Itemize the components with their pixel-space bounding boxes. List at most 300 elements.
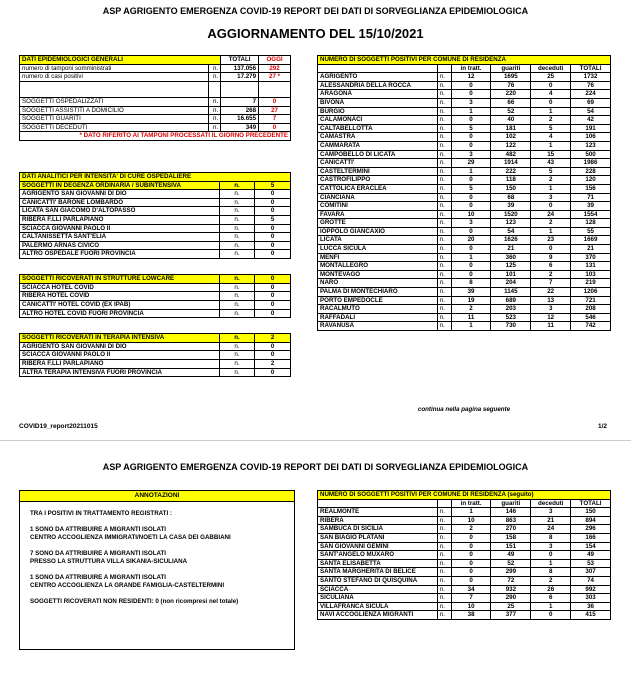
spacer bbox=[209, 81, 221, 89]
comune-value: 0 bbox=[451, 551, 491, 560]
n-label: n. bbox=[437, 576, 451, 585]
annotation-line: 1 SONO DA ATTRIBUIRE A MIGRANTI ISOLATI bbox=[30, 574, 167, 581]
n-label: n. bbox=[219, 309, 255, 318]
analytic-row bbox=[20, 241, 291, 250]
comuni2-cols-row bbox=[318, 499, 611, 508]
comune-value: 24 bbox=[531, 210, 571, 219]
comune-value: 1914 bbox=[491, 159, 531, 168]
comune-value: 270 bbox=[491, 525, 531, 534]
row-value: 0 bbox=[255, 309, 291, 318]
n-label: n. bbox=[437, 98, 451, 107]
comune-value: 150 bbox=[491, 184, 531, 193]
comuni2-title-row bbox=[318, 491, 611, 500]
comune-value: 2 bbox=[531, 576, 571, 585]
spacer bbox=[20, 318, 291, 326]
row-label: CANICATTI' BARONE LOMBARDO bbox=[20, 198, 220, 207]
today-value: 292 bbox=[259, 64, 291, 73]
comune-value: 1669 bbox=[571, 236, 611, 245]
comune-value: 0 bbox=[451, 176, 491, 185]
annotation-line bbox=[30, 518, 294, 526]
comune-value: 36 bbox=[571, 602, 611, 611]
comune-name: GROTTE bbox=[318, 219, 438, 228]
comuni-table-page2 bbox=[317, 490, 611, 620]
comune-name: BIVONA bbox=[318, 98, 438, 107]
comune-row bbox=[318, 585, 611, 594]
comune-row bbox=[318, 202, 611, 211]
row-label: PALERMO ARNAS CIVICO bbox=[20, 241, 220, 250]
comune-value: 52 bbox=[491, 559, 531, 568]
continua-note: continua nella pagina seguente bbox=[417, 406, 511, 413]
comune-value: 39 bbox=[491, 202, 531, 211]
comune-value: 360 bbox=[491, 253, 531, 262]
page-separator bbox=[0, 440, 631, 441]
comune-value: 2 bbox=[531, 270, 571, 279]
n-label: n. bbox=[219, 300, 255, 309]
n-label: n. bbox=[219, 292, 255, 301]
n-label: n. bbox=[219, 275, 255, 284]
comune-value: 1520 bbox=[491, 210, 531, 219]
comune-value: 3 bbox=[531, 508, 571, 517]
comune-row bbox=[318, 116, 611, 125]
comune-name: CALTABELLOTTA bbox=[318, 124, 438, 133]
row-label: SCIACCA GIOVANNI PAOLO II bbox=[20, 351, 220, 360]
row-value: 5 bbox=[255, 215, 291, 224]
comune-value: 151 bbox=[491, 542, 531, 551]
comune-row bbox=[318, 533, 611, 542]
comune-value: 0 bbox=[531, 611, 571, 620]
comune-value: 76 bbox=[571, 81, 611, 90]
comune-row bbox=[318, 576, 611, 585]
comune-name: RAFFADALI bbox=[318, 313, 438, 322]
spacer bbox=[20, 81, 209, 89]
comune-value: 12 bbox=[531, 313, 571, 322]
ordinaria-head-value: 5 bbox=[255, 181, 291, 190]
analytic-row bbox=[20, 190, 291, 199]
comune-name: RAVANUSA bbox=[318, 322, 438, 331]
comune-value: 11 bbox=[451, 313, 491, 322]
comune-value: 3 bbox=[531, 193, 571, 202]
comune-value: 20 bbox=[451, 236, 491, 245]
lowcare-head-value: 0 bbox=[255, 275, 291, 284]
spacer bbox=[259, 81, 291, 89]
row-label: numero di casi positivi bbox=[20, 73, 209, 82]
comune-name: SANTA ELISABETTA bbox=[318, 559, 438, 568]
analytic-row bbox=[20, 250, 291, 259]
comune-value: 730 bbox=[491, 322, 531, 331]
general-row bbox=[20, 73, 291, 82]
comune-value: 25 bbox=[531, 73, 571, 82]
comune-value: 25 bbox=[491, 602, 531, 611]
annotation-line bbox=[30, 542, 294, 550]
comune-value: 1206 bbox=[571, 288, 611, 297]
spacer-row bbox=[20, 89, 291, 97]
comune-row bbox=[318, 270, 611, 279]
comune-value: 992 bbox=[571, 585, 611, 594]
comune-value: 102 bbox=[491, 133, 531, 142]
comune-name: SAMBUCA DI SICILIA bbox=[318, 525, 438, 534]
analytic-row bbox=[20, 300, 291, 309]
column-header: guariti bbox=[491, 64, 531, 73]
n-label: n. bbox=[437, 245, 451, 254]
row-value: 0 bbox=[255, 190, 291, 199]
comune-row bbox=[318, 176, 611, 185]
n-label: n. bbox=[437, 236, 451, 245]
comune-value: 191 bbox=[571, 124, 611, 133]
comune-name: IOPPOLO GIANCAXIO bbox=[318, 227, 438, 236]
comune-name: NARO bbox=[318, 279, 438, 288]
n-label: n. bbox=[209, 106, 221, 115]
row-label: ALTRO OSPEDALE FUORI PROVINCIA bbox=[20, 250, 220, 259]
comune-row bbox=[318, 210, 611, 219]
comune-value: 5 bbox=[451, 184, 491, 193]
annotation-line: PRESSO LA STRUTTURA VILLA SIKANIA-SICULIANA bbox=[30, 558, 188, 565]
n-label: n. bbox=[219, 360, 255, 369]
comune-value: 34 bbox=[451, 585, 491, 594]
spacer bbox=[20, 267, 291, 275]
comune-value: 42 bbox=[571, 116, 611, 125]
comune-value: 122 bbox=[491, 141, 531, 150]
analytic-row bbox=[20, 224, 291, 233]
comune-value: 181 bbox=[491, 124, 531, 133]
comuni2-title: NUMERO DI SOGGETTI POSITIVI PER COMUNE DI RESIDENZA (seguito) bbox=[318, 491, 611, 500]
comune-value: 0 bbox=[451, 141, 491, 150]
comune-row bbox=[318, 159, 611, 168]
comune-value: 1145 bbox=[491, 288, 531, 297]
annotation-line: CENTRO ACCOGLIENZA IMMIGRATI/NOETI LA CASA DEI GABBIANI bbox=[30, 534, 231, 541]
n-label: n. bbox=[437, 262, 451, 271]
comune-value: 0 bbox=[451, 542, 491, 551]
row-label: SOGGETTI DECEDUTI bbox=[20, 123, 209, 132]
comune-value: 39 bbox=[571, 202, 611, 211]
comune-value: 39 bbox=[451, 288, 491, 297]
comune-name: CAMPOBELLO DI LICATA bbox=[318, 150, 438, 159]
comune-value: 894 bbox=[571, 516, 611, 525]
n-label: n. bbox=[437, 288, 451, 297]
n-label: n. bbox=[219, 233, 255, 242]
comune-value: 1 bbox=[531, 184, 571, 193]
comune-row bbox=[318, 81, 611, 90]
n-label: n. bbox=[437, 568, 451, 577]
n-label: n. bbox=[437, 167, 451, 176]
n-label: n. bbox=[437, 594, 451, 603]
comune-row bbox=[318, 322, 611, 331]
comune-row bbox=[318, 559, 611, 568]
comune-name: CASTROFILIPPO bbox=[318, 176, 438, 185]
row-label: SOGGETTI ASSISTITI A DOMICILIO bbox=[20, 106, 209, 115]
comune-value: 53 bbox=[571, 559, 611, 568]
comune-value: 482 bbox=[491, 150, 531, 159]
comune-value: 43 bbox=[531, 159, 571, 168]
n-label: n. bbox=[437, 516, 451, 525]
comune-row bbox=[318, 516, 611, 525]
comune-value: 721 bbox=[571, 296, 611, 305]
annotations-title: ANNOTAZIONI bbox=[20, 491, 294, 502]
total-value: 7 bbox=[221, 97, 259, 106]
n-label: n. bbox=[219, 198, 255, 207]
comune-value: 49 bbox=[571, 551, 611, 560]
comune-value: 1 bbox=[451, 107, 491, 116]
spacer bbox=[221, 81, 259, 89]
row-value: 2 bbox=[255, 360, 291, 369]
row-value: 0 bbox=[255, 351, 291, 360]
comune-row bbox=[318, 245, 611, 254]
comuni1-title: NUMERO DI SOGGETTI POSITIVI PER COMUNE DI RESIDENZA bbox=[318, 56, 611, 65]
annotation-line bbox=[30, 590, 294, 598]
blank bbox=[437, 499, 451, 508]
comune-value: 38 bbox=[451, 611, 491, 620]
comune-row bbox=[318, 279, 611, 288]
comune-value: 228 bbox=[571, 167, 611, 176]
general-data-table bbox=[19, 55, 291, 141]
analytic-row bbox=[20, 198, 291, 207]
comune-row bbox=[318, 594, 611, 603]
row-label: RIBERA F.LLI PARLAPIANO bbox=[20, 360, 220, 369]
comune-row bbox=[318, 551, 611, 560]
comune-value: 1986 bbox=[571, 159, 611, 168]
n-label: n. bbox=[209, 123, 221, 132]
comune-value: 0 bbox=[531, 245, 571, 254]
general-row bbox=[20, 115, 291, 124]
comune-value: 0 bbox=[451, 133, 491, 142]
comune-value: 8 bbox=[531, 568, 571, 577]
comune-value: 106 bbox=[571, 133, 611, 142]
comune-value: 128 bbox=[571, 219, 611, 228]
comune-value: 26 bbox=[531, 585, 571, 594]
n-label: n. bbox=[209, 97, 221, 106]
comune-row bbox=[318, 313, 611, 322]
lowcare-head-row bbox=[20, 275, 291, 284]
comune-row bbox=[318, 611, 611, 620]
spacer-row bbox=[20, 326, 291, 334]
comune-name: PALMA DI MONTECHIARO bbox=[318, 288, 438, 297]
n-label: n. bbox=[437, 305, 451, 314]
comune-value: 0 bbox=[531, 202, 571, 211]
n-label: n. bbox=[437, 124, 451, 133]
general-row bbox=[20, 123, 291, 132]
comune-value: 1 bbox=[531, 559, 571, 568]
comune-value: 863 bbox=[491, 516, 531, 525]
comune-value: 208 bbox=[571, 305, 611, 314]
blank bbox=[437, 64, 451, 73]
comune-value: 10 bbox=[451, 210, 491, 219]
comune-value: 11 bbox=[531, 322, 571, 331]
today-value: 7 bbox=[259, 115, 291, 124]
annotation-line bbox=[30, 566, 294, 574]
comune-name: LICATA bbox=[318, 236, 438, 245]
comune-name: RACALMUTO bbox=[318, 305, 438, 314]
col-oggi: OGGI bbox=[259, 56, 291, 65]
spacer bbox=[20, 326, 291, 334]
spacer bbox=[259, 89, 291, 97]
comune-value: 0 bbox=[451, 568, 491, 577]
comune-row bbox=[318, 288, 611, 297]
general-note-row bbox=[20, 132, 291, 141]
comune-value: 203 bbox=[491, 305, 531, 314]
comune-name: COMITINI bbox=[318, 202, 438, 211]
comune-value: 10 bbox=[451, 602, 491, 611]
total-value: 349 bbox=[221, 123, 259, 132]
row-value: 0 bbox=[255, 292, 291, 301]
comune-name: CANICATTI' bbox=[318, 159, 438, 168]
row-label: numero di tamponi somministrati bbox=[20, 64, 209, 73]
comune-value: 2 bbox=[531, 219, 571, 228]
comune-row bbox=[318, 107, 611, 116]
comune-value: 7 bbox=[531, 279, 571, 288]
comune-value: 0 bbox=[451, 262, 491, 271]
ordinaria-head-row bbox=[20, 181, 291, 190]
column-header: deceduti bbox=[531, 64, 571, 73]
total-value: 268 bbox=[221, 106, 259, 115]
page1-header: ASP AGRIGENTO EMERGENZA COVID-19 REPORT DEI DATI DI SORVEGLIANZA EPIDEMIOLOGICA bbox=[102, 6, 529, 16]
analytic-row bbox=[20, 283, 291, 292]
comune-value: 120 bbox=[571, 176, 611, 185]
n-label: n. bbox=[437, 322, 451, 331]
comune-value: 123 bbox=[491, 219, 531, 228]
spacer-row bbox=[20, 267, 291, 275]
comune-value: 546 bbox=[571, 313, 611, 322]
comune-value: 103 bbox=[571, 270, 611, 279]
comune-value: 307 bbox=[571, 568, 611, 577]
comune-row bbox=[318, 253, 611, 262]
total-value: 16.655 bbox=[221, 115, 259, 124]
comune-value: 158 bbox=[491, 533, 531, 542]
comune-row bbox=[318, 184, 611, 193]
footer-filename: COVID19_report20211015 bbox=[19, 423, 98, 430]
comune-value: 3 bbox=[451, 150, 491, 159]
row-label: CANICATTI' HOTEL COVID (EX IPAB) bbox=[20, 300, 220, 309]
comune-value: 154 bbox=[571, 542, 611, 551]
n-label: n. bbox=[219, 334, 255, 343]
ordinaria-head-label: SOGGETTI IN DEGENZA ORDINARIA / SUBINTENSIVA bbox=[20, 181, 220, 190]
comune-value: 29 bbox=[451, 159, 491, 168]
comune-value: 0 bbox=[531, 81, 571, 90]
comune-value: 74 bbox=[571, 576, 611, 585]
comune-row bbox=[318, 508, 611, 517]
comune-name: ALESSANDRIA DELLA ROCCA bbox=[318, 81, 438, 90]
analytic-row bbox=[20, 215, 291, 224]
row-value: 0 bbox=[255, 224, 291, 233]
n-label: n. bbox=[437, 296, 451, 305]
comune-value: 299 bbox=[491, 568, 531, 577]
today-value: 27 bbox=[259, 106, 291, 115]
row-value: 0 bbox=[255, 207, 291, 216]
comune-value: 0 bbox=[531, 551, 571, 560]
comune-value: 0 bbox=[451, 533, 491, 542]
spacer bbox=[20, 258, 291, 266]
comune-value: 1 bbox=[451, 322, 491, 331]
n-label: n. bbox=[219, 250, 255, 259]
comune-value: 220 bbox=[491, 90, 531, 99]
comune-value: 377 bbox=[491, 611, 531, 620]
n-label: n. bbox=[437, 313, 451, 322]
annotation-line: 7 SONO DA ATTRIBUIRE A MIGRANTI ISOLATI bbox=[30, 550, 167, 557]
comune-value: 222 bbox=[491, 167, 531, 176]
today-value: 0 bbox=[259, 97, 291, 106]
comune-value: 21 bbox=[571, 245, 611, 254]
n-label: n. bbox=[437, 176, 451, 185]
comune-value: 10 bbox=[451, 516, 491, 525]
comune-value: 156 bbox=[571, 184, 611, 193]
general-row bbox=[20, 97, 291, 106]
row-value: 0 bbox=[255, 250, 291, 259]
comune-name: SANTA MARGHERITA DI BELICE bbox=[318, 568, 438, 577]
comune-row bbox=[318, 236, 611, 245]
n-label: n. bbox=[437, 219, 451, 228]
comune-value: 1 bbox=[451, 508, 491, 517]
comune-value: 118 bbox=[491, 176, 531, 185]
analytic-row bbox=[20, 207, 291, 216]
comune-value: 0 bbox=[451, 90, 491, 99]
comune-value: 500 bbox=[571, 150, 611, 159]
row-label: ALTRA TERAPIA INTENSIVA FUORI PROVINCIA bbox=[20, 368, 220, 377]
general-note: * DATO RIFERITO AI TAMPONI PROCESSATI IL GIORNO PRECEDENTE bbox=[20, 132, 291, 141]
comune-value: 52 bbox=[491, 107, 531, 116]
col-totali: TOTALI bbox=[221, 56, 259, 65]
row-label: AGRIGENTO SAN GIOVANNI DI DIO bbox=[20, 342, 220, 351]
comune-value: 8 bbox=[531, 533, 571, 542]
comuni-table-page1 bbox=[317, 55, 611, 331]
n-label: n. bbox=[219, 368, 255, 377]
comune-name: CAMMARATA bbox=[318, 141, 438, 150]
comune-name: CALAMONACI bbox=[318, 116, 438, 125]
comune-row bbox=[318, 133, 611, 142]
comune-value: 68 bbox=[491, 193, 531, 202]
comune-value: 5 bbox=[531, 167, 571, 176]
comune-value: 742 bbox=[571, 322, 611, 331]
n-label: n. bbox=[437, 73, 451, 82]
comune-name: NAVI ACCOGLIENZA MIGRANTI bbox=[318, 611, 438, 620]
n-label: n. bbox=[219, 207, 255, 216]
comune-value: 1554 bbox=[571, 210, 611, 219]
n-label: n. bbox=[437, 193, 451, 202]
row-label: RIBERA F.LLI PARLAPIANO bbox=[20, 215, 220, 224]
comune-row bbox=[318, 305, 611, 314]
comune-row bbox=[318, 124, 611, 133]
comune-value: 12 bbox=[451, 73, 491, 82]
intensiva-head-label: SOGGETTI RICOVERATI IN TERAPIA INTENSIVA bbox=[20, 334, 220, 343]
n-label: n. bbox=[437, 611, 451, 620]
analytic-data-table bbox=[19, 172, 291, 377]
comune-name: SAN BIAGIO PLATANI bbox=[318, 533, 438, 542]
n-label: n. bbox=[437, 227, 451, 236]
general-title-row bbox=[20, 56, 291, 65]
row-label: SCIACCA GIOVANNI PAOLO II bbox=[20, 224, 220, 233]
spacer bbox=[20, 89, 209, 97]
analytic-row bbox=[20, 360, 291, 369]
comune-value: 15 bbox=[531, 150, 571, 159]
comune-row bbox=[318, 73, 611, 82]
n-label: n. bbox=[209, 64, 221, 73]
column-header: TOTALI bbox=[571, 499, 611, 508]
comune-value: 3 bbox=[531, 542, 571, 551]
column-header: guariti bbox=[491, 499, 531, 508]
n-label: n. bbox=[437, 551, 451, 560]
comune-name: MONTALLEGRO bbox=[318, 262, 438, 271]
comune-value: 146 bbox=[491, 508, 531, 517]
analytic-title-row bbox=[20, 173, 291, 182]
comune-row bbox=[318, 98, 611, 107]
row-label: CALTANISSETTA SANT'ELIA bbox=[20, 233, 220, 242]
total-value: 17.279 bbox=[221, 73, 259, 82]
analytic-row bbox=[20, 233, 291, 242]
n-label: n. bbox=[219, 190, 255, 199]
comune-name: CIANCIANA bbox=[318, 193, 438, 202]
spacer-row bbox=[20, 258, 291, 266]
spacer bbox=[209, 89, 221, 97]
comune-row bbox=[318, 193, 611, 202]
n-label: n. bbox=[219, 224, 255, 233]
column-header: deceduti bbox=[531, 499, 571, 508]
